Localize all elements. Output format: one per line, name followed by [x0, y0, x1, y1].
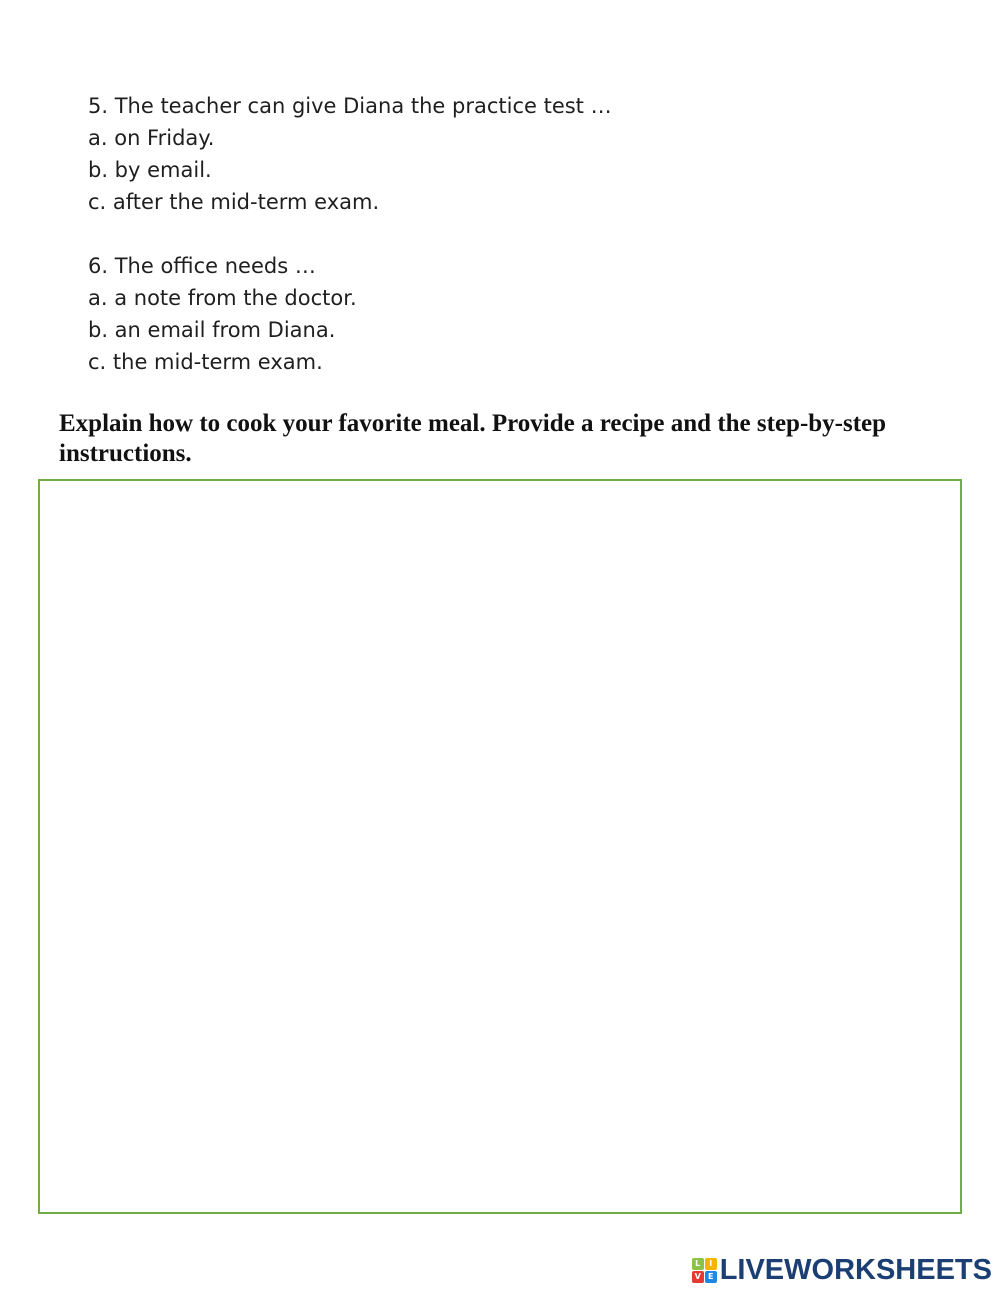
- question-6: [88, 250, 788, 378]
- writing-prompt: Explain how to cook your favorite meal. Provide a recipe and the step-by-step instructions.: [59, 410, 887, 467]
- answer-textarea[interactable]: [40, 481, 960, 1212]
- question-6-stem: 6. The office needs …: [88, 254, 316, 278]
- question-5-option-c: c. after the mid-term exam.: [88, 190, 380, 214]
- logo-text: LIVEWORKSHEETS: [719, 1254, 992, 1286]
- question-5: [88, 90, 788, 218]
- logo-mark-letter: L: [692, 1258, 704, 1270]
- logo-mark-letter: I: [705, 1258, 717, 1270]
- question-5-stem: 5. The teacher can give Diana the practice test …: [88, 94, 612, 118]
- logo-mark-icon: [692, 1258, 717, 1283]
- question-6-option-b: b. an email from Diana.: [88, 318, 336, 342]
- logo-mark-letter: V: [692, 1271, 704, 1283]
- logo-mark-letter: E: [705, 1271, 717, 1283]
- question-5-option-a: a. on Friday.: [88, 126, 215, 150]
- answer-box[interactable]: [38, 479, 962, 1214]
- question-6-option-c: c. the mid-term exam.: [88, 350, 323, 374]
- question-5-option-b: b. by email.: [88, 158, 212, 182]
- question-6-option-a: a. a note from the doctor.: [88, 286, 357, 310]
- liveworksheets-logo: [692, 1255, 992, 1285]
